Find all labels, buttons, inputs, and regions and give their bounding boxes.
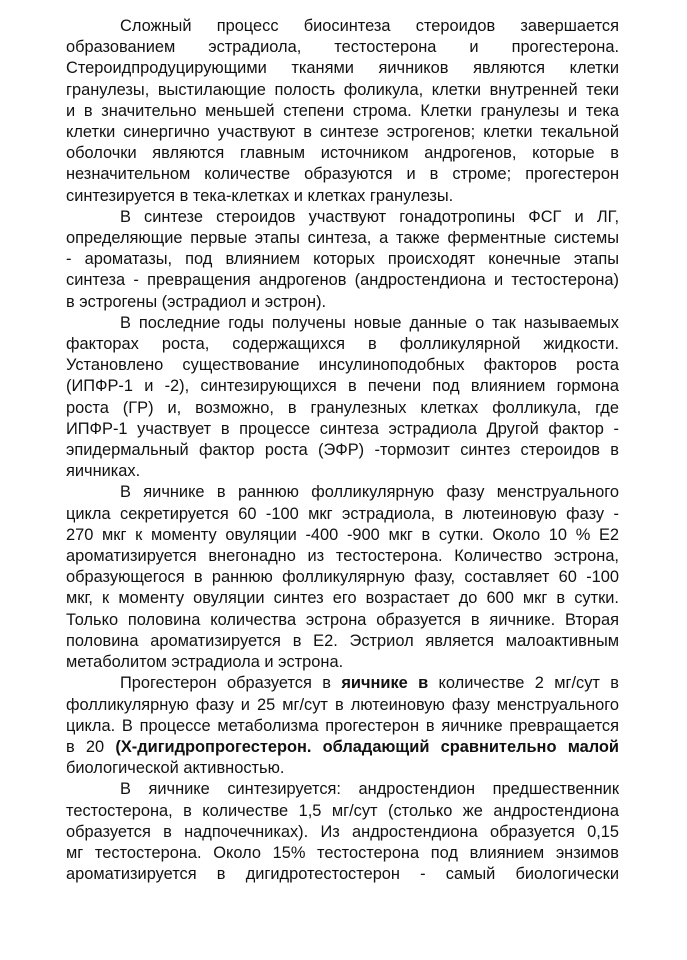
text-line: мг тестостерона. Около 15% тестостерона под влиянием энзимов <box>66 843 619 862</box>
text-line: В синтезе стероидов участвуют гонадотропины ФСГ и ЛГ, <box>120 207 619 226</box>
text-line: фолликулярную фазу и 25 мг/сут в лютеиновую фазу менструального <box>66 695 619 714</box>
text-line: Только половина количества эстрона образуется в яичнике. Вторая <box>66 610 619 629</box>
text-line: В яичнике в раннюю фолликулярную фазу менструального <box>120 483 619 502</box>
text-line: образуется в надпочечниках). Из андростендиона образуется 0,15 <box>66 822 619 841</box>
text-line: ароматизируется внегонадно из тестостерона. Количество эстрона, <box>66 547 619 566</box>
text-line: В яичнике синтезируется: андростендион предшественник <box>120 780 619 799</box>
text-line: образованием эстрадиола, тестостерона и прогестерона. <box>66 38 619 57</box>
text-run: в 20 <box>66 737 116 756</box>
text-line: - ароматазы, под влиянием которых происходят конечные этапы <box>66 250 619 269</box>
text-line: клетки синергично участвуют в синтезе эстрогенов; клетки текальной <box>66 123 619 142</box>
text-line: синтеза - превращения андрогенов (андростендиона и тестостерона) <box>66 271 619 290</box>
text-line: роста (ГР) и, возможно, в гранулезных клетках фолликула, где <box>66 398 619 417</box>
text-line: яичниках. <box>66 462 141 481</box>
text-line: биологической активностью. <box>66 759 285 778</box>
paragraph-3 <box>66 313 619 483</box>
text-line: незначительном количестве образуются и в строме; прогестерон <box>66 165 619 184</box>
text-line <box>66 737 619 758</box>
text-line: метаболитом эстрадиола и эстрона. <box>66 653 344 672</box>
text-line: цикла. В процессе метаболизма прогестерон в яичнике превращается <box>66 716 619 735</box>
text-line: оболочки являются главным источником андрогенов, которые в <box>66 144 619 163</box>
text-line: ИПФР-1 участвует в процессе синтеза эстрадиола Другой фактор - <box>66 419 619 438</box>
text-run: Прогестерон образуется в <box>120 674 342 693</box>
text-line: Установлено существование инсулиноподобных факторов роста <box>66 356 619 375</box>
bold-text: (Х-дигидропрогестерон. обладающий сравнительно малой <box>115 737 619 756</box>
text-line: гранулезы, выстилающие полость фоликула, клетки внутренней теки <box>66 80 619 99</box>
text-line <box>66 673 619 694</box>
text-line: и в значительно меньшей степени строма. Клетки гранулезы и тека <box>66 101 619 120</box>
text-line: половина ароматизируется в Е2. Эстриол является малоактивным <box>66 631 619 650</box>
text-line: (ИПФР-1 и -2), синтезирующихся в печени под влиянием гормона <box>66 377 619 396</box>
paragraph-6 <box>66 779 619 885</box>
text-line: В последние годы получены новые данные о так называемых <box>120 313 619 332</box>
text-line: цикла секретируется 60 -100 мкг эстрадиола, в лютеиновую фазу - <box>66 504 619 523</box>
text-line: ароматизируется в дигидротестостерон - самый биологически <box>66 865 619 884</box>
text-line: определяющие первые этапы синтеза, а также ферментные системы <box>66 229 619 248</box>
text-line: в эстрогены (эстрадиол и эстрон). <box>66 292 327 311</box>
text-line: факторах роста, содержащихся в фолликулярной жидкости. <box>66 335 619 354</box>
text-line: 270 мкг к моменту овуляции -400 -900 мкг в сутки. Около 10 % Е2 <box>66 525 619 544</box>
text-line: синтезируется в тека-клетках и клетках гранулезы. <box>66 186 454 205</box>
text-line: тестостерона, в количестве 1,5 мг/сут (столько же андростендиона <box>66 801 619 820</box>
text-line: образующегося в раннюю фолликулярную фазу, составляет 60 -100 <box>66 568 619 587</box>
paragraph-5 <box>66 673 619 779</box>
text-line: мкг, к моменту овуляции синтез его возрастает до 600 мкг в сутки. <box>66 589 619 608</box>
bold-text: яичнике в <box>341 674 429 693</box>
paragraph-1 <box>66 16 619 207</box>
paragraph-4 <box>66 482 619 673</box>
text-run: количестве 2 мг/сут в <box>428 674 619 693</box>
document-text <box>66 16 619 885</box>
text-line: Стероидпродуцирующими тканями яичников являются клетки <box>66 59 619 78</box>
text-line: эпидермальный фактор роста (ЭФР) -тормозит синтез стероидов в <box>66 441 619 460</box>
text-line: Сложный процесс биосинтеза стероидов завершается <box>120 17 619 35</box>
paragraph-2 <box>66 207 619 313</box>
